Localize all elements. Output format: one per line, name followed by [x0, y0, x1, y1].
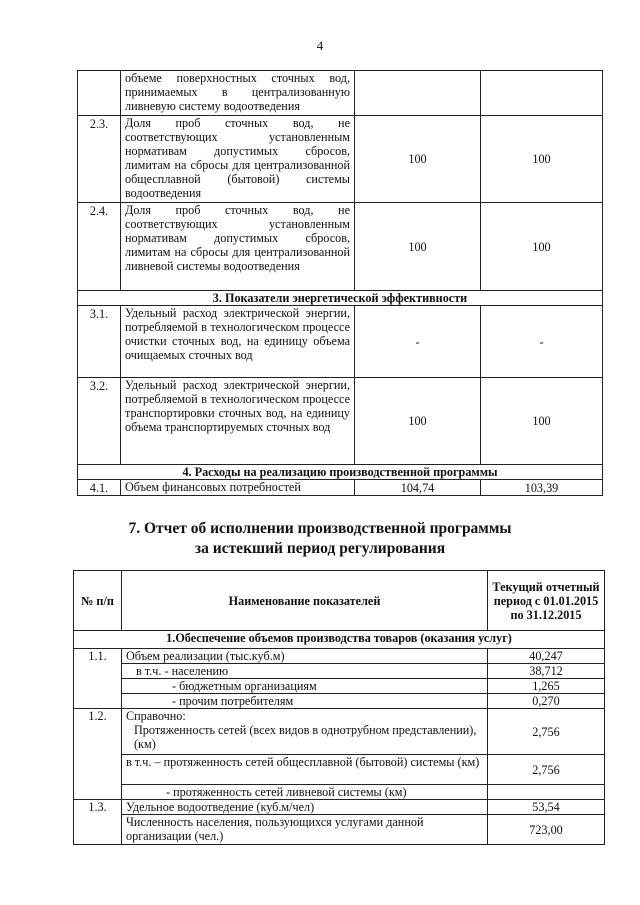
header-period: Текущий отчетный период с 01.01.2015 по 31.12.2015 — [488, 571, 605, 631]
indicator-name: - протяженность сетей ливневой системы (км) — [122, 785, 488, 800]
indicator-value: 53,54 — [488, 800, 605, 815]
value-fact — [481, 71, 603, 116]
value-fact: - — [481, 306, 603, 378]
table-row — [74, 800, 605, 815]
value-plan: 100 — [355, 203, 481, 291]
table-row — [78, 71, 603, 116]
indicator-value: 0,270 — [488, 694, 605, 709]
indicator-name-detail: Протяженность сетей (всех видов в однотрубном представлении), (км) — [134, 723, 477, 751]
table-row — [74, 815, 605, 845]
indicator-name: Доля проб сточных вод, не соответствующих установленным нормативам допустимых сбросов, лимитам на сбросы для централизованной ливневой системы водоотведения — [121, 203, 355, 291]
row-number: 1.2. — [74, 709, 122, 800]
indicator-name: в т.ч. - населению — [122, 664, 488, 679]
table-row — [74, 664, 605, 679]
indicator-value: 38,712 — [488, 664, 605, 679]
header-name: Наименование показателей — [122, 571, 488, 631]
table-row — [78, 480, 603, 496]
indicator-value: 723,00 — [488, 815, 605, 845]
table-row — [78, 203, 603, 291]
section-title — [0, 519, 640, 559]
table-row — [74, 755, 605, 785]
report-table — [73, 570, 605, 845]
section-row — [78, 291, 603, 306]
indicator-name: - бюджетным организациям — [122, 679, 488, 694]
indicator-name: в т.ч. – протяженность сетей общесплавной (бытовой) системы (км) — [122, 755, 488, 785]
row-number: 1.1. — [74, 649, 122, 709]
indicator-value: 2,756 — [488, 755, 605, 785]
indicator-name: Удельное водоотведение (куб.м/чел) — [122, 800, 488, 815]
value-plan: - — [355, 306, 481, 378]
section-heading: 3. Показатели энергетической эффективности — [78, 291, 603, 306]
indicator-value: 40,247 — [488, 649, 605, 664]
title-line-2: за истекший период регулирования — [194, 540, 446, 557]
indicator-name — [122, 709, 488, 755]
table-row — [78, 378, 603, 465]
indicator-name-note: Справочно: — [126, 709, 186, 723]
value-plan: 104,74 — [355, 480, 481, 496]
indicator-name: Удельный расход электрической энергии, потребляемой в технологическом процессе транспортировки сточных вод, на единицу объема транспортируемых сточных вод — [121, 378, 355, 465]
indicator-name: - прочим потребителям — [122, 694, 488, 709]
row-number: 2.4. — [78, 203, 121, 291]
table-row — [74, 649, 605, 664]
value-plan — [355, 71, 481, 116]
section-heading: 1.Обеспечение объемов производства товаров (оказания услуг) — [74, 631, 605, 649]
table-row — [78, 116, 603, 203]
row-number: 2.3. — [78, 116, 121, 203]
indicator-name: Объем финансовых потребностей — [121, 480, 355, 496]
indicator-value: 2,756 — [488, 709, 605, 755]
indicator-name: Объем реализации (тыс.куб.м) — [122, 649, 488, 664]
table-row — [74, 785, 605, 800]
value-plan: 100 — [355, 378, 481, 465]
value-fact: 103,39 — [481, 480, 603, 496]
value-fact: 100 — [481, 203, 603, 291]
header-row — [74, 571, 605, 631]
section-heading: 4. Расходы на реализацию производственной программы — [78, 465, 603, 480]
row-number: 3.2. — [78, 378, 121, 465]
row-number: 4.1. — [78, 480, 121, 496]
table-row — [74, 694, 605, 709]
header-number: № п/п — [74, 571, 122, 631]
indicator-value: 1,265 — [488, 679, 605, 694]
indicator-name: Удельный расход электрической энергии, потребляемой в технологическом процессе очистки сточных вод, на единицу объема очищаемых сточных вод — [121, 306, 355, 378]
indicator-name: Доля проб сточных вод, не соответствующих установленным нормативам допустимых сбросов, лимитам на сбросы для централизованной общесплавной (бытовой) системы водоотведения — [121, 116, 355, 203]
section-row — [78, 465, 603, 480]
row-number: 1.3. — [74, 800, 122, 845]
value-plan: 100 — [355, 116, 481, 203]
title-line-1: 7. Отчет об исполнении производственной программы — [128, 520, 512, 537]
table-row — [74, 679, 605, 694]
value-fact: 100 — [481, 116, 603, 203]
row-number: 3.1. — [78, 306, 121, 378]
indicator-name: Численность населения, пользующихся услугами данной организации (чел.) — [122, 815, 488, 845]
section-row — [74, 631, 605, 649]
table-row — [78, 306, 603, 378]
value-fact: 100 — [481, 378, 603, 465]
indicator-value — [488, 785, 605, 800]
table-row — [74, 709, 605, 755]
row-number — [78, 71, 121, 116]
page-number: 4 — [316, 38, 324, 53]
indicator-name: объеме поверхностных сточных вод, принимаемых в централизованную ливневую систему водоотведения — [121, 71, 355, 116]
indicators-table — [77, 70, 603, 496]
